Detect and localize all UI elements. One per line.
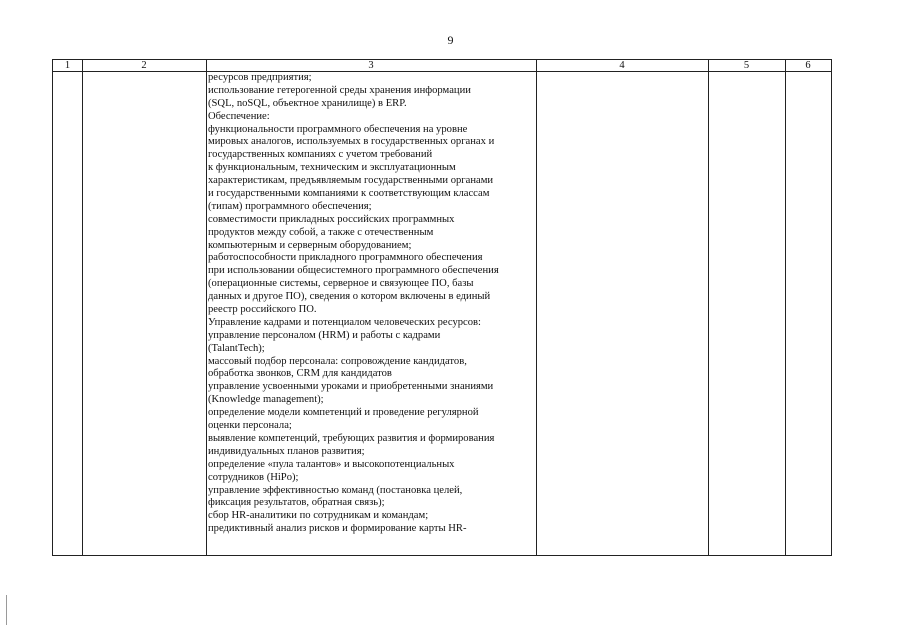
column-divider	[785, 60, 786, 555]
text-line: использование гетерогенной среды хранения информации	[208, 84, 471, 96]
text-line: Обеспечение:	[208, 110, 270, 122]
text-line: продуктов между собой, а также с отечественным	[208, 226, 434, 238]
text-line: (Knowledge management);	[208, 394, 324, 406]
column-header-6: 6	[805, 60, 811, 71]
column-divider	[708, 60, 709, 555]
text-line: мировых аналогов, используемых в государственных органах и	[208, 136, 495, 148]
text-line: функциональности программного обеспечения на уровне	[208, 123, 468, 135]
column-header-1: 1	[64, 60, 71, 71]
text-line: оценки персонала;	[208, 420, 292, 432]
text-line: характеристикам, предъявляемым государственными органами	[208, 175, 494, 187]
column-header-2: 2	[141, 60, 147, 71]
text-line: предиктивный анализ рисков и формирование карты HR-	[208, 523, 467, 535]
text-line: сбор HR-аналитики по сотрудникам и командам;	[208, 510, 429, 522]
text-line: государственных компаниях с учетом требований	[208, 149, 433, 161]
text-line: совместимости прикладных российских программных	[208, 213, 455, 225]
column-header-4: 4	[619, 60, 625, 71]
text-line: индивидуальных планов развития;	[208, 445, 365, 457]
text-line: компьютерным и серверным оборудованием;	[208, 239, 412, 251]
text-line: (операционные системы, серверное и связующее ПО, базы	[208, 278, 474, 290]
text-line: управление эффективностью команд (постановка целей,	[208, 484, 463, 496]
text-line: управление усвоенными уроками и приобретенными знаниями	[208, 381, 494, 393]
text-line: фиксация результатов, обратная связь);	[208, 497, 385, 509]
text-line: и государственными компаниями к соответствующим классам	[208, 188, 490, 200]
column-3-text	[208, 72, 532, 536]
text-line: при использовании общесистемного программного обеспечения	[208, 265, 499, 277]
text-line: Управление кадрами и потенциалом человеческих ресурсов:	[208, 316, 482, 328]
text-line: определение модели компетенций и проведение регулярной	[208, 407, 479, 419]
text-line: к функциональным, техническим и эксплуатационным	[208, 162, 456, 174]
text-line: работоспособности прикладного программного обеспечения	[208, 252, 483, 264]
column-divider	[82, 60, 83, 555]
column-header-5: 5	[743, 60, 750, 71]
text-line: реестр российского ПО.	[208, 304, 317, 316]
text-line: управление персоналом (HRM) и работы с кадрами	[208, 329, 441, 341]
text-line: сотрудников (HiPo);	[208, 471, 299, 483]
column-header-3: 3	[368, 60, 374, 71]
text-line: обработка звонков, CRM для кандидатов	[208, 368, 392, 380]
column-divider	[536, 60, 537, 555]
text-line: (типам) программного обеспечения;	[208, 200, 372, 212]
page-number: 9	[447, 33, 454, 47]
text-line: (TalantTech);	[208, 342, 265, 354]
table-header-row	[53, 60, 831, 72]
text-line: массовый подбор персонала: сопровождение кандидатов,	[208, 355, 467, 367]
column-divider	[206, 60, 207, 555]
text-line: определение «пула талантов» и высокопотенциальных	[208, 458, 455, 470]
text-line: ресурсов предприятия;	[208, 72, 312, 83]
scan-artifact	[6, 595, 7, 625]
text-line: (SQL, noSQL, объектное хранилище) в ERP.	[208, 97, 407, 109]
text-line: данных и другое ПО), сведения о котором включены в единый	[208, 291, 491, 303]
text-line: выявление компетенций, требующих развития и формирования	[208, 432, 495, 444]
document-table	[52, 59, 832, 556]
